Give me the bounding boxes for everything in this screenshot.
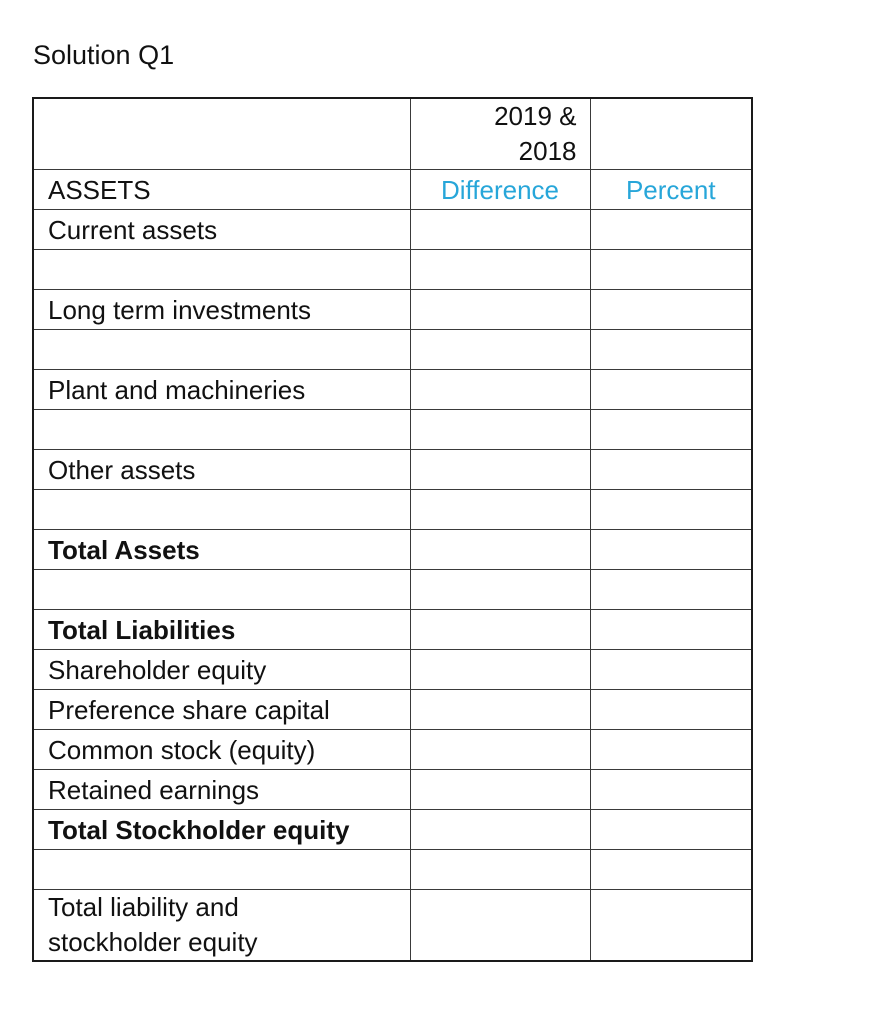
row-label: Total Liabilities [33,610,410,650]
balance-sheet-table [32,97,753,962]
percent-cell [590,730,752,770]
difference-cell [410,810,590,850]
percent-cell [590,890,752,962]
percent-cell [590,250,752,290]
difference-cell [410,530,590,570]
table-row [33,250,752,290]
difference-cell [410,490,590,530]
row-label-line-2: stockholder equity [48,927,258,957]
percent-cell [590,650,752,690]
row-label [33,490,410,530]
row-label: Retained earnings [33,770,410,810]
difference-cell [410,330,590,370]
table-row [33,370,752,410]
percent-cell [590,570,752,610]
row-label: Total Assets [33,530,410,570]
table-row [33,490,752,530]
row-label: Common stock (equity) [33,730,410,770]
header-row-years [33,98,752,170]
row-label [33,330,410,370]
table-row [33,650,752,690]
table-row [33,410,752,450]
percent-cell [590,530,752,570]
row-label: Preference share capital [33,690,410,730]
header-empty-cell [33,98,410,170]
table-row [33,690,752,730]
difference-cell [410,210,590,250]
row-label: Total Stockholder equity [33,810,410,850]
percent-cell [590,450,752,490]
table-row [33,330,752,370]
percent-cell [590,290,752,330]
table-row [33,530,752,570]
percent-cell [590,210,752,250]
row-label: Current assets [33,210,410,250]
row-label-line-1: Total liability and [48,892,239,922]
header-years-cell [410,98,590,170]
row-label [33,850,410,890]
table-row [33,570,752,610]
difference-cell [410,730,590,770]
percent-cell [590,490,752,530]
row-label: Other assets [33,450,410,490]
row-label: Plant and machineries [33,370,410,410]
percent-cell [590,330,752,370]
year-line-2: 2018 [518,136,577,166]
year-line-1: 2019 & [494,101,577,131]
table-row [33,610,752,650]
difference-cell [410,570,590,610]
table-row [33,770,752,810]
difference-cell [410,610,590,650]
difference-cell [410,890,590,962]
table-row [33,210,752,250]
difference-cell [410,850,590,890]
assets-heading: ASSETS [33,170,410,210]
percent-cell [590,810,752,850]
difference-cell [410,650,590,690]
percent-cell [590,690,752,730]
percent-cell [590,370,752,410]
difference-cell [410,290,590,330]
difference-cell [410,410,590,450]
table-row-total-liability-equity [33,890,752,962]
difference-column-header: Difference [410,170,590,210]
difference-cell [410,250,590,290]
table-row [33,730,752,770]
percent-cell [590,770,752,810]
table-row [33,850,752,890]
table-row [33,810,752,850]
difference-cell [410,450,590,490]
table-row [33,290,752,330]
header-empty-cell [590,98,752,170]
difference-cell [410,770,590,810]
page-title: Solution Q1 [33,40,175,70]
table-row [33,450,752,490]
percent-cell [590,410,752,450]
row-label [33,410,410,450]
row-label [33,570,410,610]
row-label: Shareholder equity [33,650,410,690]
row-label [33,250,410,290]
percent-cell [590,610,752,650]
row-label: Long term investments [33,290,410,330]
header-row-columns [33,170,752,210]
percent-cell [590,850,752,890]
row-label [33,890,410,962]
difference-cell [410,370,590,410]
difference-cell [410,690,590,730]
percent-column-header: Percent [590,170,752,210]
